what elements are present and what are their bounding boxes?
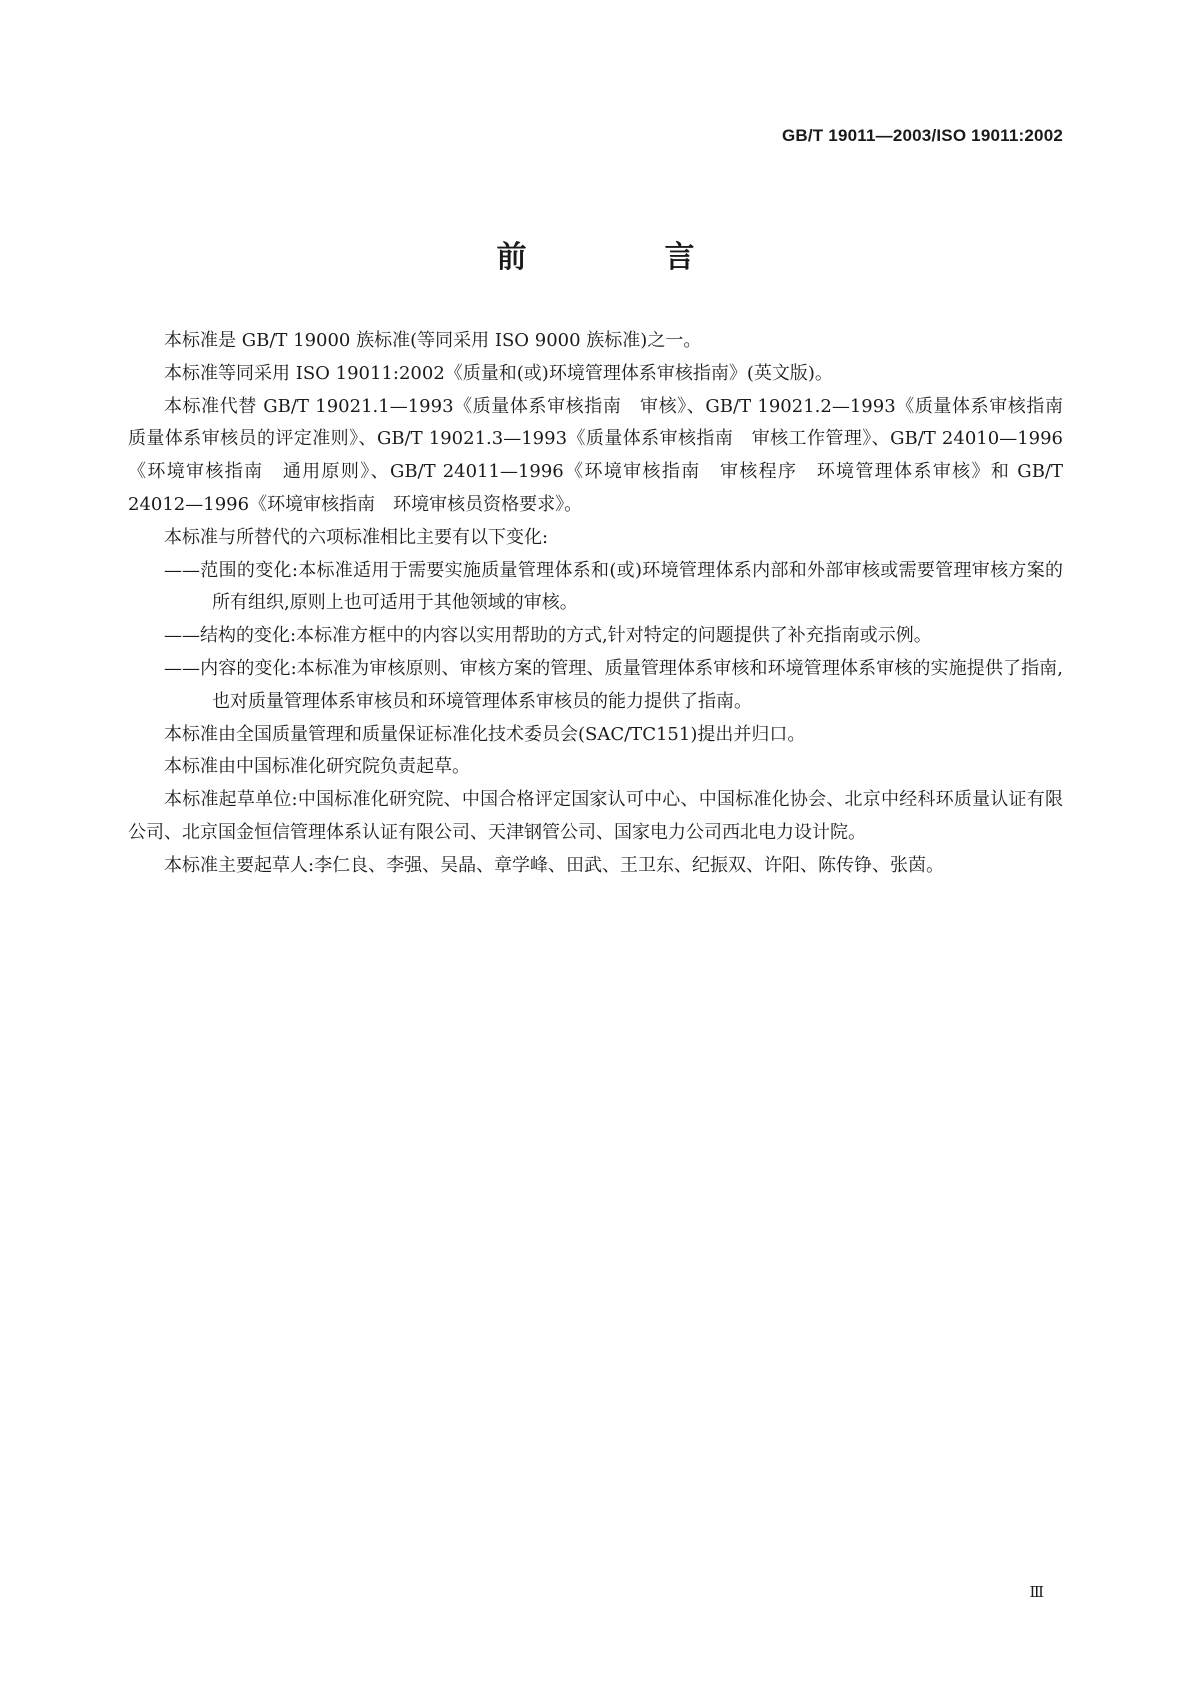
paragraph-drafting-units: 本标准起草单位:中国标准化研究院、中国合格评定国家认可中心、中国标准化协会、北京中经科环质量认证有限公司、北京国金恒信管理体系认证有限公司、天津钢管公司、国家电力公司西北电力设计院。 [128, 789, 1063, 843]
page-title: 前 言 [496, 240, 749, 275]
page-number: Ⅲ [1029, 1585, 1044, 1601]
paragraph-drafting-lead: 本标准由中国标准化研究院负责起草。 [164, 756, 470, 778]
standard-code-header: GB/T 19011—2003/ISO 19011:2002 [781, 126, 1063, 145]
change-item-scope: ——范围的变化:本标准适用于需要实施质量管理体系和(或)环境管理体系内部和外部审核或需要管理审核方案的所有组织,原则上也可适用于其他领域的审核。 [164, 559, 1063, 614]
paragraph-series: 本标准是 GB/T 19000 族标准(等同采用 ISO 9000 族标准)之一。 [164, 330, 702, 351]
paragraph-drafters: 本标准主要起草人:李仁良、李强、吴晶、章学峰、田武、王卫东、纪振双、许阳、陈传铮、张茵。 [164, 854, 945, 876]
paragraph-replaces: 本标准代替 GB/T 19021.1—1993《质量体系审核指南 审核》、GB/T 19021.2—1993《质量体系审核指南 质量体系审核员的评定准则》、GB/T 19021.3—1993《质量体系审核指南 审核工作管理》、GB/T 24010—1996《环境审核指南 通用原则》、GB/T 24011—1996《环境审核指南 审核程序 环境管理体系审核》和 GB/T 24012—1996《环境审核指南 环境审核员资格要求》。 [128, 395, 1081, 515]
change-item-content: ——内容的变化:本标准为审核原则、审核方案的管理、质量管理体系审核和环境管理体系审核的实施提供了指南,也对质量管理体系审核员和环境管理体系审核员的能力提供了指南。 [164, 657, 1063, 712]
paragraph-proposer: 本标准由全国质量管理和质量保证标准化技术委员会(SAC/TC151)提出并归口。 [164, 723, 806, 745]
paragraph-adoption: 本标准等同采用 ISO 19011:2002《质量和(或)环境管理体系审核指南》(英文版)。 [164, 362, 833, 384]
change-item-structure: ——结构的变化:本标准方框中的内容以实用帮助的方式,针对特定的问题提供了补充指南或示例。 [164, 625, 932, 647]
paragraph-changes-intro: 本标准与所替代的六项标准相比主要有以下变化: [164, 526, 549, 548]
foreword-body [128, 325, 1081, 883]
